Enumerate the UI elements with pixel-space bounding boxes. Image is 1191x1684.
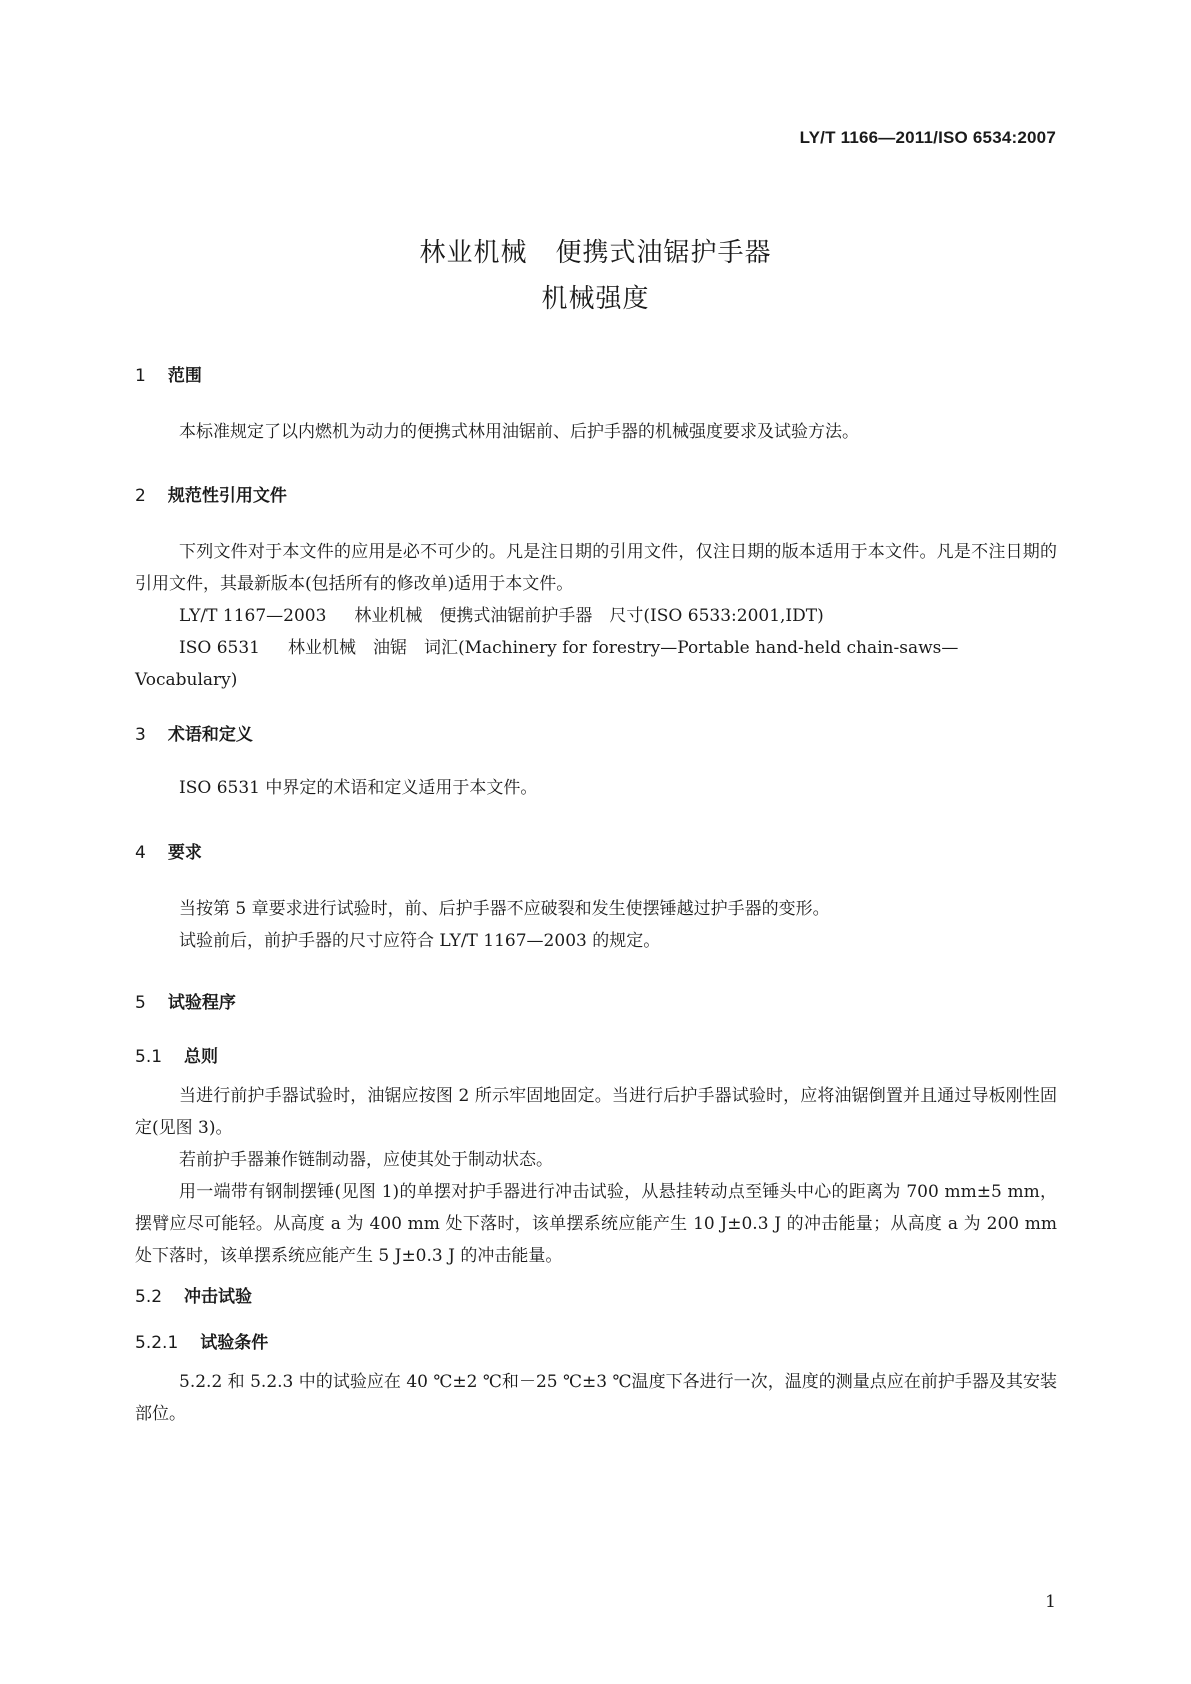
reference-code: LY/T 1167—2003 [179, 606, 327, 626]
section-title: 规范性引用文件 [167, 486, 287, 506]
paragraph-requirements-2: 试验前后，前护手器的尺寸应符合 LY/T 1167—2003 的规定。 [179, 931, 661, 951]
paragraph-general-3: 用一端带有钢制摆锤(见图 1)的单摆对护手器进行冲击试验，从悬挂转动点至锤头中心的距离为 700 mm±5 mm，摆臂应尽可能轻。从高度 a 为 400 mm 处下落时，该单摆系统应能产生 10 J±0.3 J 的冲击能量；从高度 a 为 200 mm 处下落时，该单摆系统应能产生 5 J±0.3 J 的冲击能量。 [135, 1182, 1057, 1266]
reference-item-1 [179, 600, 824, 632]
standard-code: LY/T 1166—2011/ISO 6534:2007 [799, 128, 1056, 147]
reference-item-2 [135, 632, 1057, 696]
paragraph-normative-intro: 下列文件对于本文件的应用是必不可少的。凡是注日期的引用文件，仅注日期的版本适用于本文件。凡是不注日期的引用文件，其最新版本(包括所有的修改单)适用于本文件。 [135, 542, 1057, 594]
section-heading-5-1 [135, 1042, 218, 1067]
section-title: 要求 [167, 843, 202, 863]
title-part-handguard: 便携式油锯护手器 [555, 238, 772, 268]
section-number: 5.1 [135, 1047, 163, 1067]
section-title: 范围 [167, 366, 202, 386]
section-number: 5.2 [135, 1287, 163, 1307]
section-title: 术语和定义 [167, 725, 253, 745]
section-title: 试验程序 [167, 993, 236, 1013]
section-number: 5 [135, 993, 146, 1013]
page-number: 1 [1045, 1592, 1056, 1612]
section-number: 1 [135, 366, 146, 386]
section-heading-1 [135, 361, 202, 386]
reference-code: ISO 6531 [179, 638, 260, 658]
section-title: 冲击试验 [184, 1287, 253, 1307]
paragraph-general-2: 若前护手器兼作链制动器，应使其处于制动状态。 [179, 1150, 553, 1170]
document-title-line2: 机械强度 [541, 284, 650, 314]
paragraph-test-conditions: 5.2.2 和 5.2.3 中的试验应在 40 ℃±2 ℃和－25 ℃±3 ℃温度下各进行一次，温度的测量点应在前护手器及其安装部位。 [135, 1372, 1057, 1424]
section-title: 试验条件 [200, 1333, 269, 1353]
section-number: 4 [135, 843, 146, 863]
section-heading-5 [135, 988, 236, 1013]
section-heading-2 [135, 481, 287, 506]
paragraph-terms: ISO 6531 中界定的术语和定义适用于本文件。 [179, 778, 538, 798]
reference-title: 林业机械 便携式油锯前护手器 尺寸(ISO 6533:2001,IDT) [354, 606, 824, 626]
paragraph-requirements-1: 当按第 5 章要求进行试验时，前、后护手器不应破裂和发生使摆锤越过护手器的变形。 [179, 899, 830, 919]
section-heading-5-2-1 [135, 1328, 268, 1353]
section-number: 3 [135, 725, 146, 745]
paragraph-scope: 本标准规定了以内燃机为动力的便携式林用油锯前、后护手器的机械强度要求及试验方法。 [179, 422, 859, 442]
section-number: 2 [135, 486, 146, 506]
section-heading-5-2 [135, 1282, 252, 1307]
section-heading-3 [135, 720, 253, 745]
paragraph-general-1: 当进行前护手器试验时，油锯应按图 2 所示牢固地固定。当进行后护手器试验时，应将油锯倒置并且通过导板刚性固定(见图 3)。 [135, 1086, 1057, 1138]
reference-title: 林业机械 油锯 词汇(Machinery for forestry—Portable hand-held chain-saws—Vocabulary) [135, 638, 959, 690]
section-heading-4 [135, 838, 202, 863]
title-part-forestry: 林业机械 [419, 238, 528, 268]
section-title: 总则 [184, 1047, 219, 1067]
document-title-line1 [0, 232, 1191, 269]
section-number: 5.2.1 [135, 1333, 179, 1353]
